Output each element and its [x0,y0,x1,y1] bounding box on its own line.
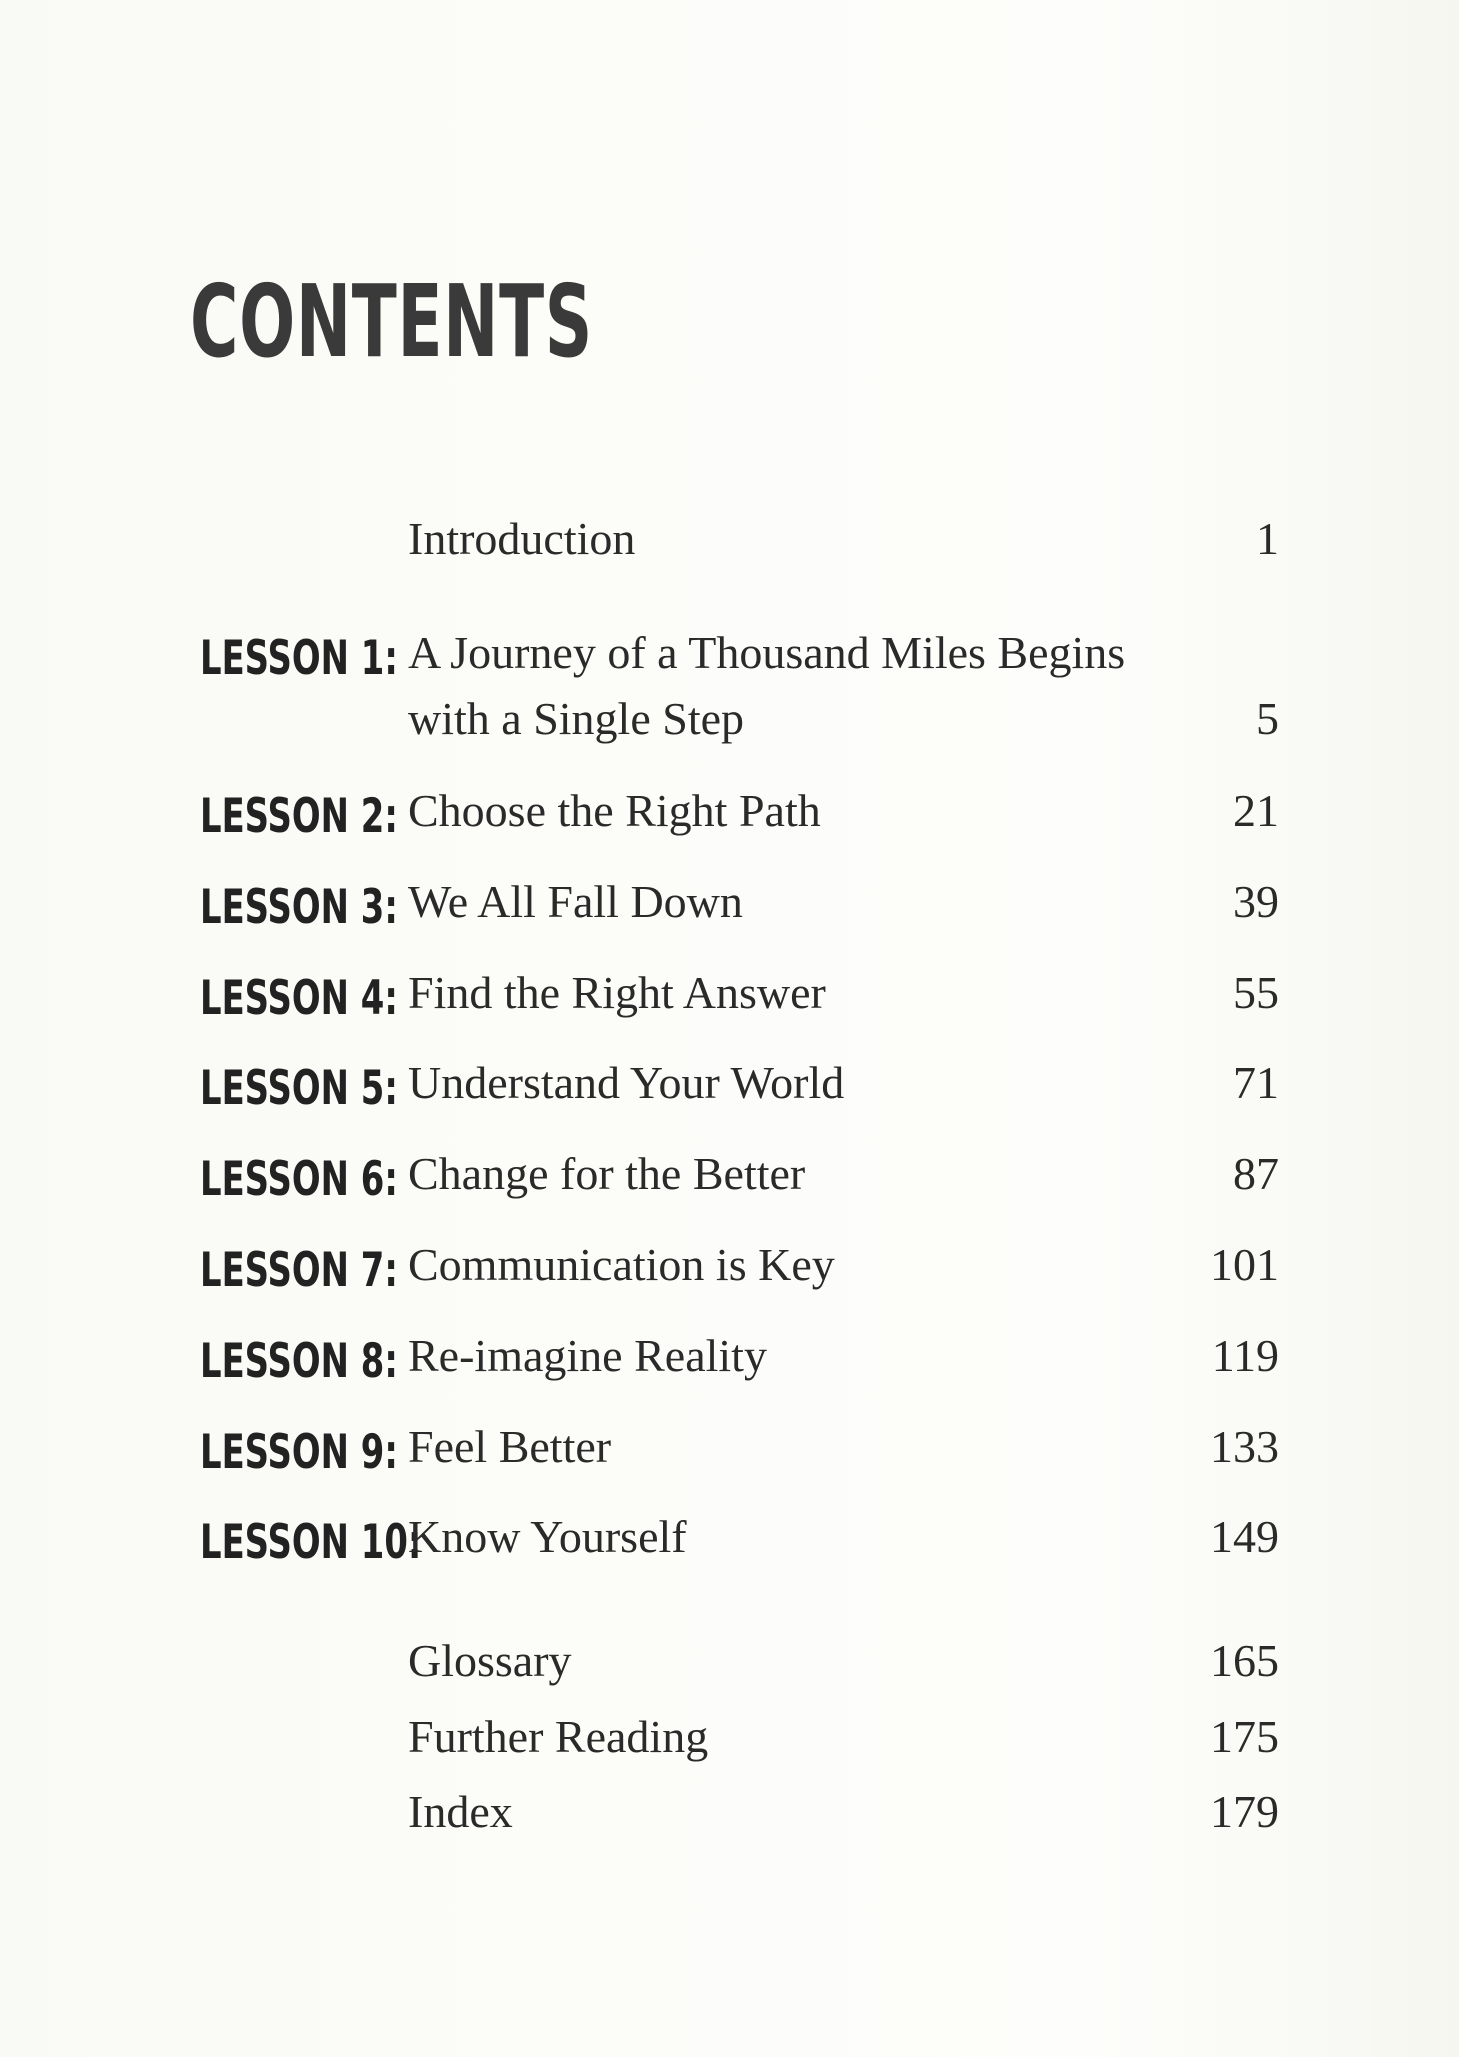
toc-entry-title: Further Reading [408,1711,709,1762]
toc-entry-title: Feel Better [408,1421,612,1472]
toc-entry-label: LESSON 6: [200,1152,398,1207]
toc-entry-page: 119 [1211,1330,1279,1381]
toc-entry-page: 87 [1233,1148,1279,1199]
contents-heading: CONTENTS [190,263,593,380]
toc-entry-label: LESSON 10: [200,1515,422,1570]
toc-entry-label: LESSON 2: [200,789,398,844]
toc-entry-title: Glossary [408,1635,572,1686]
toc-entry-page: 55 [1233,967,1279,1018]
toc-entry-title: Choose the Right Path [408,785,821,836]
toc-entry-page: 175 [1210,1711,1279,1762]
toc-entry-page: 1 [1256,513,1279,564]
toc-entry-page: 179 [1210,1786,1279,1837]
toc-entry-title: We All Fall Down [408,876,743,927]
toc-entry-label: LESSON 3: [200,880,398,935]
toc-entry-label: LESSON 5: [200,1061,398,1116]
toc-entry-label: LESSON 9: [200,1425,398,1480]
toc-entry-page: 133 [1210,1421,1279,1472]
toc-entry-label: LESSON 4: [200,971,398,1026]
toc-entry-page: 101 [1210,1239,1279,1290]
toc-entry-title: Find the Right Answer [408,967,826,1018]
toc-entry-page: 149 [1210,1511,1279,1562]
toc-entry-title: Communication is Key [408,1239,835,1290]
toc-entry-title-continued: with a Single Step [408,693,745,744]
toc-entry-title: Introduction [408,513,636,564]
toc-entry-page: 71 [1233,1057,1279,1108]
toc-entry-title: Know Yourself [408,1511,687,1562]
toc-entry-title: Re-imagine Reality [408,1330,767,1381]
toc-entry-page: 39 [1233,876,1279,927]
toc-entry-page: 21 [1233,785,1279,836]
toc-entry-page: 5 [1256,693,1279,744]
toc-entry-title: Understand Your World [408,1057,845,1108]
toc-entry-title: Change for the Better [408,1148,806,1199]
toc-entry-label: LESSON 7: [200,1243,398,1298]
toc-entry-label: LESSON 1: [200,631,398,686]
toc-entry-title: A Journey of a Thousand Miles Begins [408,627,1126,678]
toc-entry-page: 165 [1210,1635,1279,1686]
toc-entry-label: LESSON 8: [200,1334,398,1389]
toc-entry-title: Index [408,1786,513,1837]
